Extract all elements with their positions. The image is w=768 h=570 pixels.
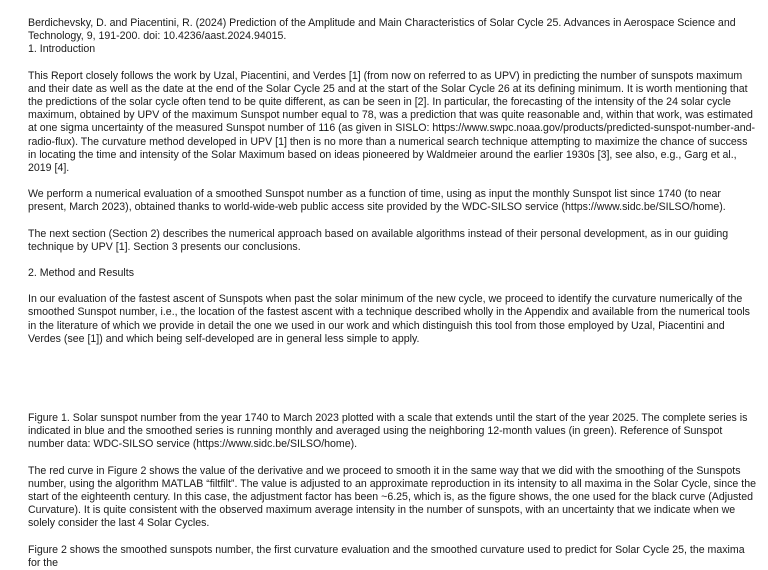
figure-1-placeholder xyxy=(28,359,756,412)
figure-1-caption: Figure 1. Solar sunspot number from the year 1740 to March 2023 plotted with a scale that extends until the start of the year 2025. The complete series is indicated in blue and the smoothed series is running monthly and averaged using the neighboring 12-month values (in green). Reference of Sunspot number data: WDC-SILSO service (https://www.sidc.be/SILSO/home). xyxy=(28,412,748,451)
intro-paragraph-1: This Report closely follows the work by Uzal, Piacentini, and Verdes [1] (from now on referred to as UPV) in predicting the number of sunspots maximum and their date as well as the date at the end of the Solar Cycle 25 and at the start of the Solar Cycle 26 at its defining minimum. It is worth mentioning that the predictions of the solar cycle often tend to be quite different, as can be seen in [2]. In particular, the forecasting of the intensity of the 24 solar cycle maximum, obtained by UPV of the maximum Sunspot number equal to 78, was a prediction that was quite reasonable and, within that work, was estimated at one sigma uncertainty of the measured Sunspot number of 116 (as given in SISLO: https://www.swpc.noaa.gov/products/predicted-sunspot-number-and-radio-flux). The curvature method developed in UPV [1] then is no more than a numerical search technique attempting to maximize the chance of success in locating the time and intensity of the Solar Maximum based on ideas pioneered by Waldmeier around the earlier 1930s [3], see also, e.g., Garg et al., 2019 [4]. xyxy=(28,69,756,175)
section-heading-method: 2. Method and Results xyxy=(28,267,134,280)
section-heading-introduction: 1. Introduction xyxy=(28,43,96,56)
method-paragraph-1: In our evaluation of the fastest ascent of Sunspots when past the solar minimum of the new cycle, we proceed to identify the curvature numerically of the smoothed Sunspot number, i.e., the location of the fastest ascent with a technique described wholly in the Appendix and available from the numerical tools in the literature of which we provide in detail the one we used in our work and which distinguish this tool from those employed by Uzal, Piacentini and Verdes (see [1]) and which being self-developed are in general less simple to apply. xyxy=(28,293,750,345)
method-paragraph-3: Figure 2 shows the smoothed sunspots number, the first curvature evaluation and the smoothed curvature used to predict for Solar Cycle 25, the maxima for the xyxy=(28,543,745,569)
intro-paragraph-2: We perform a numerical evaluation of a smoothed Sunspot number as a function of time, using as input the monthly Sunspot list since 1740 (to near present, March 2023), obtained thanks to world-wide-web public access site provided by the WDC-SILSO service (https://www.sidc.be/SILSO/home). xyxy=(28,188,726,214)
method-paragraph-2: The red curve in Figure 2 shows the value of the derivative and we proceed to smooth it in the same way that we did with the smoothing of the Sunspots number, using the algorithm MATLAB “filtfilt”. The value is adjusted to an approximate reproduction in its intensity to all maxima in the Solar Cycle, since the start of the eighteenth century. In this case, the adjustment factor has been ~6.25, which is, as the figure shows, the one used for the black curve (Adjusted Curvature). It is quite consistent with the observed maximum average intensity in the number of sunspots, with an uncertainty that we indicate when we solely consider the last 4 Solar Cycles. xyxy=(28,464,756,530)
citation-text: Berdichevsky, D. and Piacentini, R. (2024) Prediction of the Amplitude and Main Characteristics of Solar Cycle 25. Advances in Aerospace Science and Technology, 9, 191-200. doi: 10.4236/aast.2024.94015. xyxy=(28,17,736,43)
intro-paragraph-3: The next section (Section 2) describes the numerical approach based on available algorithms instead of their personal development, as in our guiding technique by UPV [1]. Section 3 presents our conclusions. xyxy=(28,227,729,253)
